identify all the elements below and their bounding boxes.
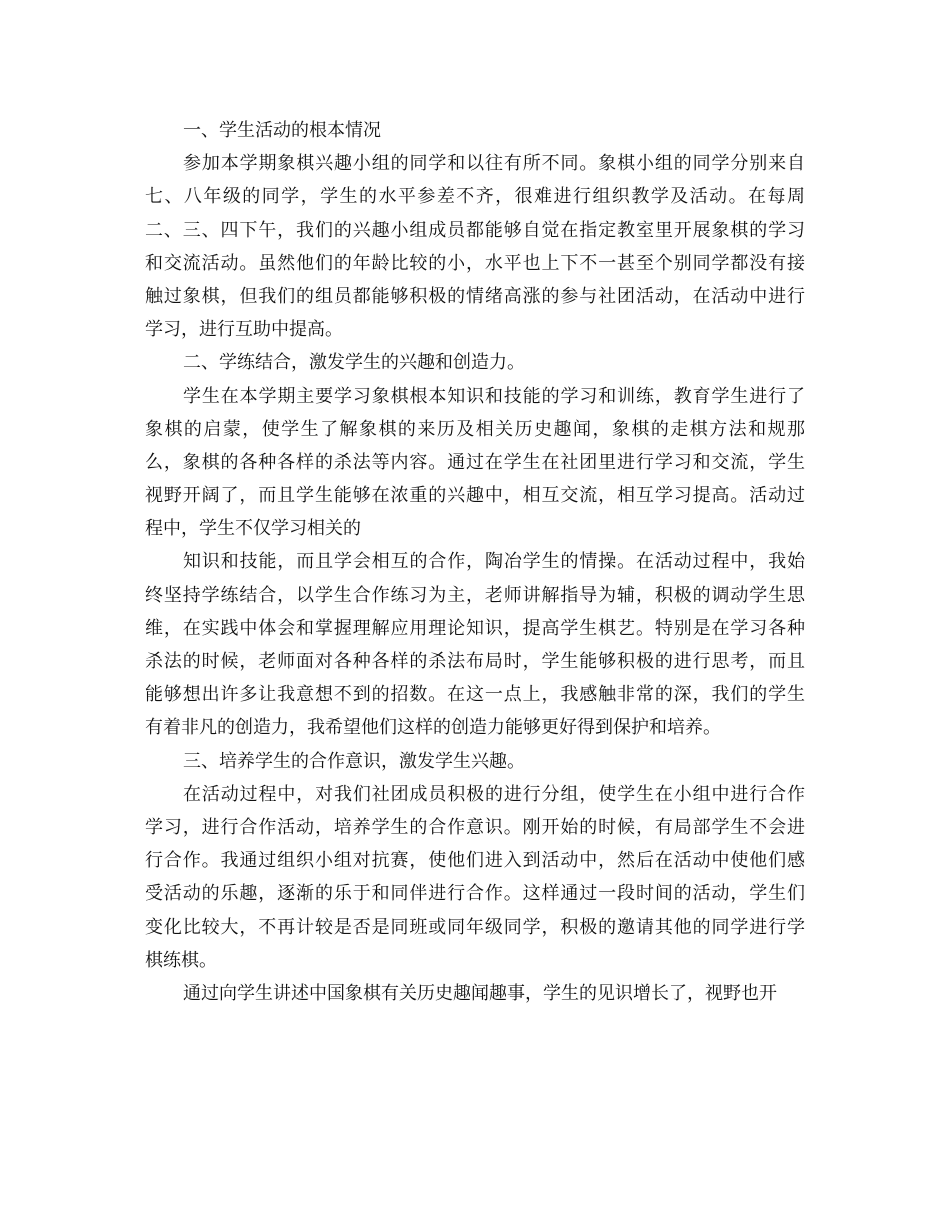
paragraph-line: 程中，学生不仅学习相关的	[145, 518, 361, 540]
paragraph-line: 维，在实践中体会和掌握理解应用理论知识，提高学生棋艺。特别是在学习各种	[145, 617, 805, 639]
paragraph-line: 学习，进行互助中提高。	[145, 319, 343, 341]
paragraph-line: 棋练棋。	[145, 949, 217, 971]
paragraph-line: 通过向学生讲述中国象棋有关历史趣闻趣事，学生的见识增长了，视野也开	[183, 982, 777, 1004]
section-heading	[145, 745, 805, 778]
paragraph-line: 学生在本学期主要学习象棋根本知识和技能的学习和训练，教育学生进行了	[183, 385, 805, 407]
paragraph-line: 触过象棋，但我们的组员都能够积极的情绪高涨的参与社团活动，在活动中进行	[145, 285, 805, 307]
paragraph-line: 视野开阔了，而且学生能够在浓重的兴趣中，相互交流，相互学习提高。活动过	[145, 485, 805, 507]
paragraph-line: 七、八年级的同学，学生的水平参差不齐，很难进行组织教学及活动。在每周	[145, 186, 805, 208]
paragraph-line: 杀法的时候，老师面对各种各样的杀法布局时，学生能够积极的进行思考，而且	[145, 651, 805, 672]
paragraph-line: 知识和技能，而且学会相互的合作，陶冶学生的情操。在活动过程中，我始	[183, 551, 805, 573]
paragraph-line: 在活动过程中，对我们社团成员积极的进行分组，使学生在小组中进行合作	[183, 783, 805, 805]
paragraph-line: 学习，进行合作活动，培养学生的合作意识。刚开始的时候，有局部学生不会进	[145, 816, 805, 838]
heading-text: 三、培养学生的合作意识，激发学生兴趣。	[183, 750, 525, 772]
paragraph	[145, 545, 805, 744]
heading-text: 一、学生活动的根本情况	[183, 120, 381, 141]
paragraph-line: 和交流活动。虽然他们的年龄比较的小，水平也上下不一甚至个别同学都没有接	[145, 252, 805, 274]
paragraph	[145, 977, 805, 1010]
paragraph-line: 有着非凡的创造力，我希望他们这样的创造力能够更好得到保护和培养。	[145, 717, 721, 739]
paragraph-line: 能够想出许多让我意想不到的招数。在这一点上，我感触非常的深，我们的学生	[145, 684, 805, 706]
paragraph-line: 受活动的乐趣，逐渐的乐于和同伴进行合作。这样通过一段时间的活动，学生们	[145, 883, 805, 905]
section-heading	[145, 346, 805, 379]
paragraph-line: 参加本学期象棋兴趣小组的同学和以往有所不同。象棋小组的同学分别来自	[183, 153, 805, 175]
paragraph-line: 么，象棋的各种各样的杀法等内容。通过在学生在社团里进行学习和交流，学生	[145, 451, 805, 473]
document-body	[145, 114, 805, 1010]
paragraph-line: 行合作。我通过组织小组对抗赛，使他们进入到活动中，然后在活动中使他们感	[145, 850, 805, 872]
paragraph-line: 终坚持学练结合，以学生合作练习为主，老师讲解指导为辅，积极的调动学生思	[145, 584, 805, 606]
paragraph	[145, 778, 805, 977]
paragraph	[145, 380, 805, 546]
heading-text: 二、学练结合，激发学生的兴趣和创造力。	[183, 352, 525, 374]
paragraph-line: 二、三、四下午，我们的兴趣小组成员都能够自觉在指定教室里开展象棋的学习	[145, 219, 805, 241]
paragraph-line: 象棋的启蒙，使学生了解象棋的来历及相关历史趣闻，象棋的走棋方法和规那	[145, 418, 805, 440]
section-heading	[145, 114, 805, 147]
paragraph	[145, 147, 805, 346]
paragraph-line: 变化比较大，不再计较是否是同班或同年级同学，积极的邀请其他的同学进行学	[145, 916, 805, 938]
